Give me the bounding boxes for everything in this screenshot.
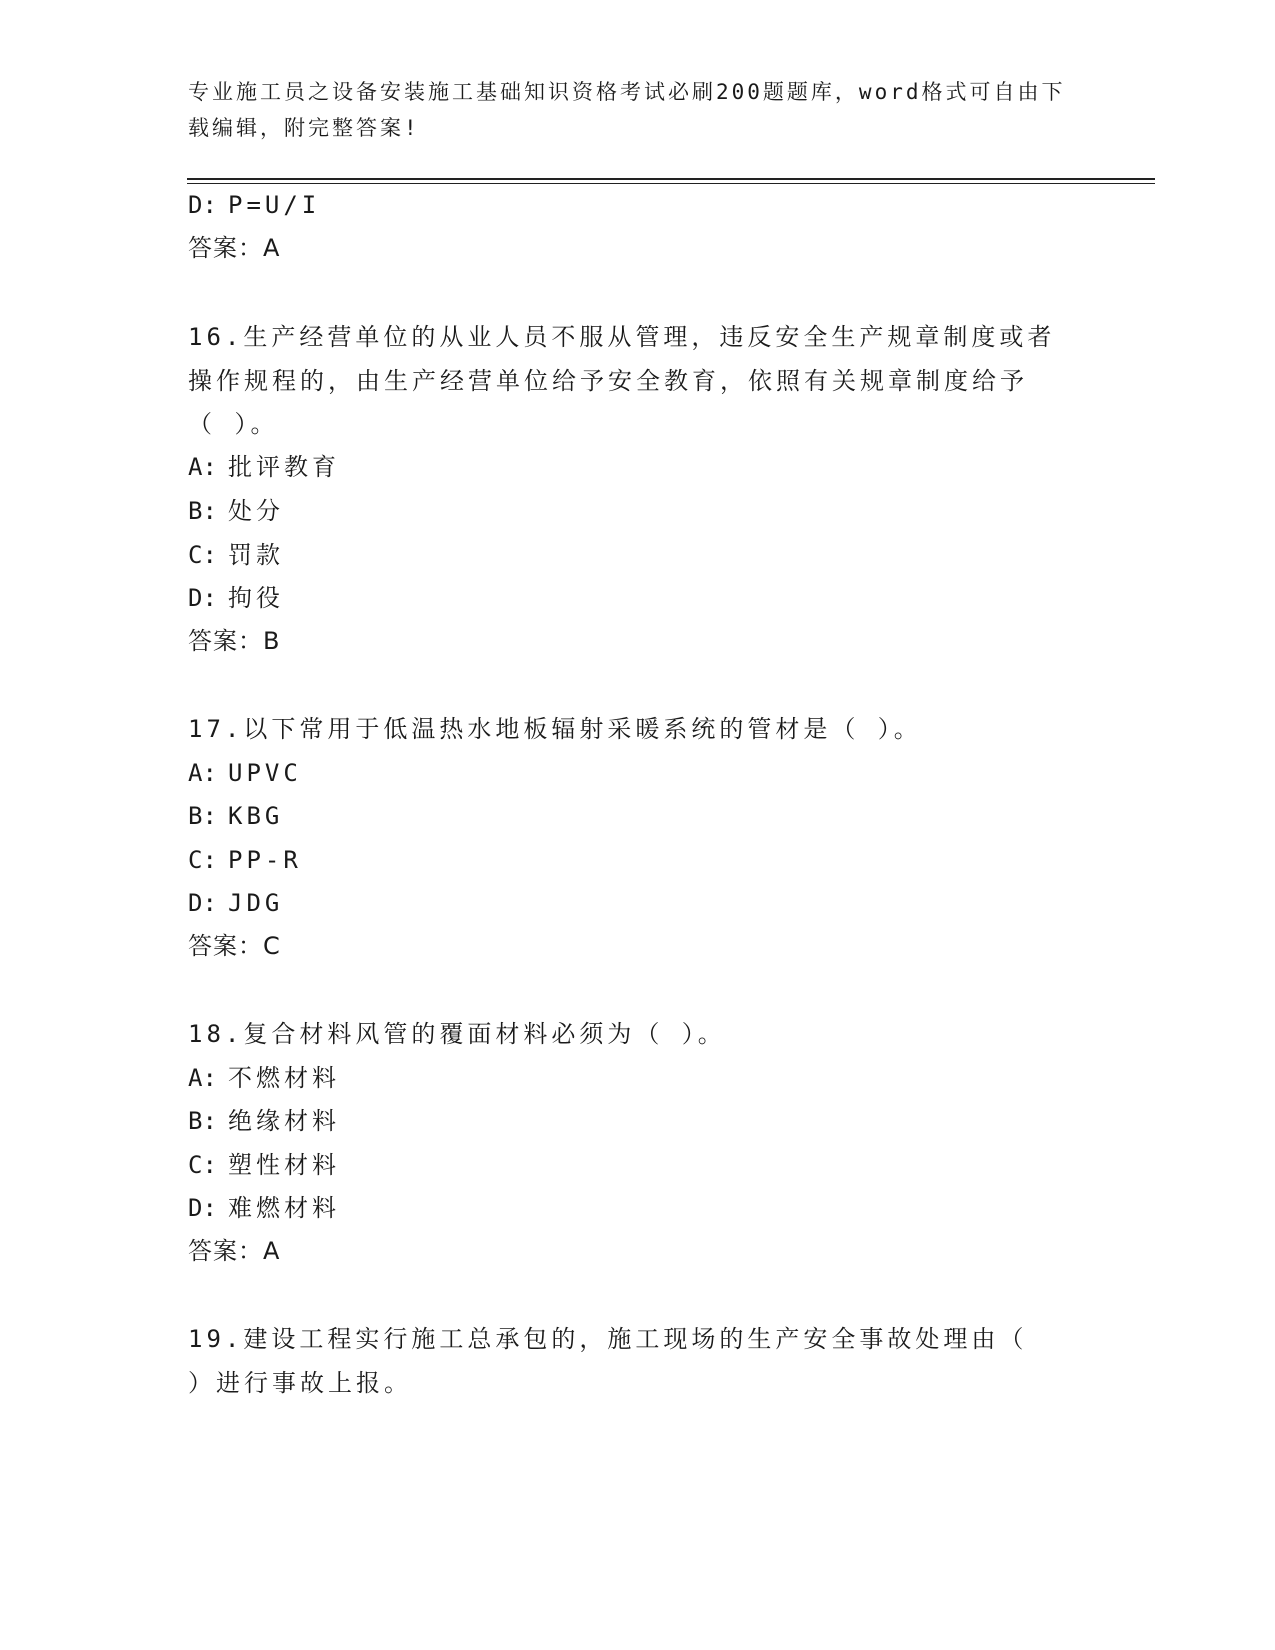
option-label: D: xyxy=(188,191,217,219)
q16-text-line3: （ ）。 xyxy=(188,410,279,438)
q18-text-line1: 18.复合材料风管的覆面材料必须为（ ）。 xyxy=(188,1020,726,1048)
option-text: 不燃材料 xyxy=(228,1064,340,1092)
option-text: 难燃材料 xyxy=(228,1194,340,1222)
q17-option-b xyxy=(188,801,283,831)
prev-answer: 答案：A xyxy=(188,234,281,262)
q19-text-line1: 19.建设工程实行施工总承包的，施工现场的生产安全事故处理由（ xyxy=(188,1325,1028,1353)
option-text: 批评教育 xyxy=(228,453,340,481)
option-label: B: xyxy=(188,1107,217,1135)
option-text: 绝缘材料 xyxy=(228,1107,340,1135)
q18-option-b xyxy=(188,1106,340,1136)
q18-option-c xyxy=(188,1150,340,1180)
q16-option-c xyxy=(188,540,284,570)
q18-answer: 答案：A xyxy=(188,1237,281,1265)
option-label: C: xyxy=(188,541,217,569)
q18-option-d xyxy=(188,1193,340,1223)
header-divider xyxy=(187,178,1155,180)
q17-answer: 答案：C xyxy=(188,932,281,960)
q17-option-d xyxy=(188,888,283,918)
prev-option-d xyxy=(188,190,320,220)
q16-option-b xyxy=(188,496,284,526)
option-label: A: xyxy=(188,453,217,481)
option-text: 处分 xyxy=(228,497,284,525)
header-divider-thin xyxy=(187,183,1155,184)
option-text: PP-R xyxy=(228,846,302,874)
option-label: B: xyxy=(188,802,217,830)
option-text: 拘役 xyxy=(228,584,284,612)
document-title: 专业施工员之设备安装施工基础知识资格考试必刷200题题库，word格式可自由下载编辑，附完整答案! xyxy=(188,80,1066,140)
option-text: P=U/I xyxy=(228,191,321,219)
option-text: KBG xyxy=(228,802,284,830)
option-text: JDG xyxy=(228,889,284,917)
q16-option-d xyxy=(188,583,284,613)
q18-option-a xyxy=(188,1063,340,1093)
option-label: D: xyxy=(188,889,217,917)
option-label: B: xyxy=(188,497,217,525)
option-text: 塑性材料 xyxy=(228,1151,340,1179)
option-label: C: xyxy=(188,846,217,874)
q19-text-line2: ）进行事故上报。 xyxy=(188,1369,412,1397)
q16-answer: 答案：B xyxy=(188,627,281,655)
option-label: A: xyxy=(188,1064,217,1092)
q17-option-c xyxy=(188,845,302,875)
q16-text-line2: 操作规程的，由生产经营单位给予安全教育，依照有关规章制度给予 xyxy=(188,367,1028,395)
q17-text-line1: 17.以下常用于低温热水地板辐射采暖系统的管材是（ ）。 xyxy=(188,715,922,743)
option-label: D: xyxy=(188,584,217,612)
q16-text-line1: 16.生产经营单位的从业人员不服从管理，违反安全生产规章制度或者 xyxy=(188,323,1056,351)
option-label: C: xyxy=(188,1151,217,1179)
option-text: 罚款 xyxy=(228,541,284,569)
q16-option-a xyxy=(188,452,340,482)
option-text: UPVC xyxy=(228,759,302,787)
q17-option-a xyxy=(188,758,302,788)
option-label: D: xyxy=(188,1194,217,1222)
option-label: A: xyxy=(188,759,217,787)
